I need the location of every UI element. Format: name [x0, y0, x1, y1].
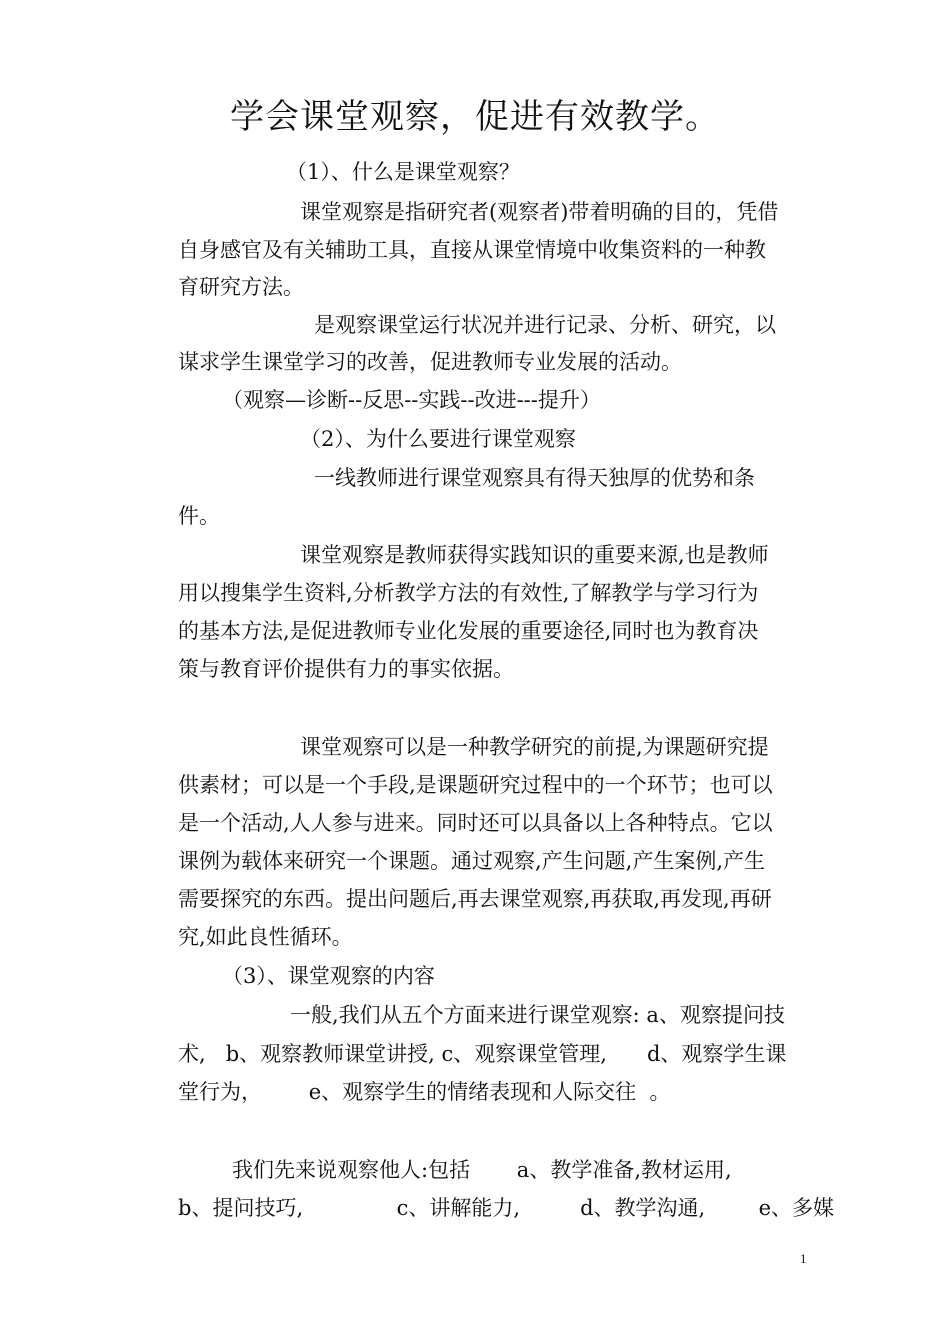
paragraph-line: 课堂观察是指研究者(观察者)带着明确的目的，凭借 [300, 200, 779, 224]
section-2-heading: （2）、为什么要进行课堂观察 [300, 427, 576, 451]
document-title: 学会课堂观察，促进有效教学。 [230, 97, 720, 137]
paragraph-line: 的基本方法,是促进教师专业化发展的重要途径,同时也为教育决 [178, 619, 759, 643]
paragraph-line: 供素材；可以是一个手段,是课题研究过程中的一个环节；也可以 [178, 773, 773, 797]
paragraph-line: 自身感官及有关辅助工具，直接从课堂情境中收集资料的一种教 [178, 238, 766, 262]
paragraph-line: 是观察课堂运行状况并进行记录、分析、研究，以 [314, 313, 776, 337]
paragraph-line: 术, b、观察教师课堂讲授, c、观察课堂管理, d、观察学生课 [178, 1042, 787, 1066]
paragraph-line: 一般,我们从五个方面来进行课堂观察: a、观察提问技 [290, 1003, 785, 1027]
paragraph-line: 需要探究的东西。提出问题后,再去课堂观察,再获取,再发现,再研 [178, 887, 772, 911]
paragraph-line: 策与教育评价提供有力的事实依据。 [178, 657, 514, 681]
paragraph-line: 课例为载体来研究一个课题。通过观察,产生问题,产生案例,产生 [178, 849, 766, 873]
section-3-heading: （3）、课堂观察的内容 [222, 964, 435, 988]
observation-process-line: （观察—诊断--反思--实践--改进---提升） [222, 388, 601, 412]
paragraph-line: 用以搜集学生资料,分析教学方法的有效性,了解教学与学习行为 [178, 581, 759, 605]
paragraph-line: 究,如此良性循环。 [178, 925, 353, 949]
page-number: 1 [800, 1251, 807, 1266]
paragraph-line: 课堂观察可以是一种教学研究的前提,为课题研究提 [300, 735, 769, 759]
paragraph-line: 谋求学生课堂学习的改善，促进教师专业发展的活动。 [178, 350, 682, 374]
section-1-heading: （1）、什么是课堂观察？ [286, 160, 520, 184]
paragraph-line: 一线教师进行课堂观察具有得天独厚的优势和条 [314, 466, 755, 490]
paragraph-line: 堂行为， e、观察学生的情绪表现和人际交往 。 [178, 1080, 671, 1104]
paragraph-line: b、提问技巧, c、讲解能力, d、教学沟通, e、多媒 [178, 1196, 835, 1220]
paragraph-line: 是一个活动,人人参与进来。同时还可以具备以上各种特点。它以 [178, 811, 773, 835]
paragraph-line: 课堂观察是教师获得实践知识的重要来源,也是教师 [300, 543, 769, 567]
paragraph-line: 我们先来说观察他人:包括 a、教学准备,教材运用, [232, 1158, 732, 1182]
paragraph-line: 育研究方法。 [178, 275, 304, 299]
paragraph-line: 件。 [178, 504, 220, 528]
